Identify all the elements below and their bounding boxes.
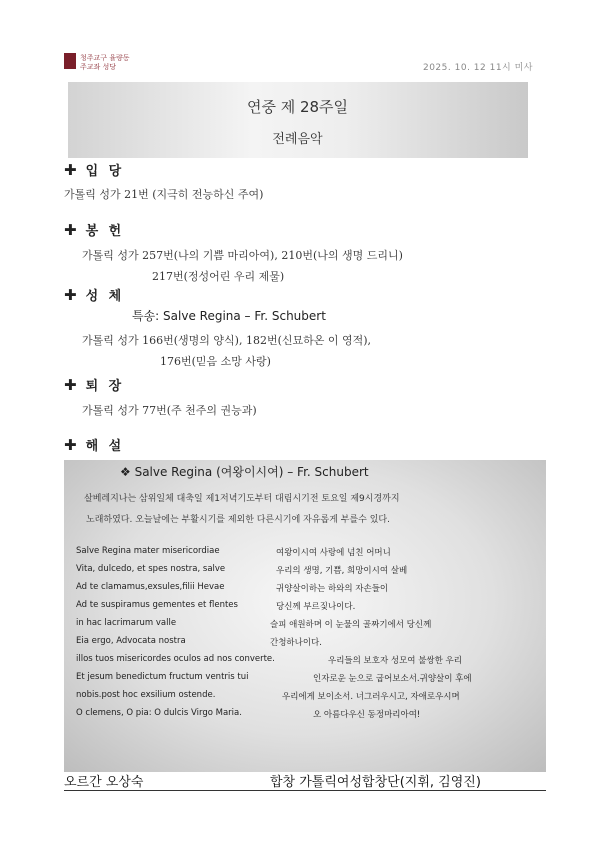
lyric-korean: 오 아름다우신 동정마리아여! <box>313 710 421 720</box>
lyric-latin: illos tuos misericordes oculos ad nos converte. <box>76 654 275 664</box>
lyric-latin: Eia ergo, Advocata nostra <box>76 636 186 646</box>
page-subtitle: 전례음악 <box>272 132 323 147</box>
commentary-intro-line1: 살베레지나는 삼위일체 대축일 제1저녁기도부터 대림시기전 토요일 제9시경까지 <box>84 494 400 504</box>
offertory-hymn-line2: 217번(정성어린 우리 제물) <box>152 270 285 283</box>
lyric-latin: in hac lacrimarum valle <box>76 618 177 628</box>
communion-special-song: 특송: Salve Regina – Fr. Schubert <box>132 309 326 323</box>
section-recessional-heading: ✚ 퇴 장 <box>64 376 125 394</box>
parish-logo-icon <box>64 53 76 69</box>
section-offertory-heading: ✚ 봉 헌 <box>64 221 125 239</box>
lyric-korean: 우리들의 보호자 성모여 불쌍한 우리 <box>328 656 462 666</box>
parish-name-line1: 청주교구 율량동 <box>80 54 130 62</box>
choir-credit: 합창 가톨릭여성합창단(지휘, 김영진) <box>270 775 481 790</box>
footer-divider <box>64 790 546 791</box>
lyric-latin: O clemens, O pia: O dulcis Virgo Maria. <box>76 708 242 718</box>
lyric-korean: 인자로운 눈으로 굽어보소서.귀양살이 후에 <box>313 674 472 684</box>
commentary-title: ❖ Salve Regina (여왕이시여) – Fr. Schubert <box>120 465 369 479</box>
section-commentary-heading: ✚ 해 설 <box>64 436 125 454</box>
cross-icon: ✚ <box>64 376 80 394</box>
lyric-latin: Vita, dulcedo, et spes nostra, salve <box>76 564 226 574</box>
section-communion-heading: ✚ 성 체 <box>64 286 125 304</box>
lyric-latin: nobis.post hoc exsilium ostende. <box>76 690 216 700</box>
parish-name-line2: 주교좌 성당 <box>80 63 117 71</box>
lyric-korean: 우리에게 보이소서. 너그러우시고, 자애로우시며 <box>282 692 460 702</box>
page-title: 연중 제 28주일 <box>246 98 349 116</box>
communion-hymn-line1: 가톨릭 성가 166번(생명의 양식), 182번(신묘하온 이 영적), <box>82 334 372 347</box>
lyric-korean: 여왕이시여 사랑에 넘친 어머니 <box>276 548 391 558</box>
lyric-latin: Et jesum benedictum fructum ventris tui <box>76 672 249 682</box>
cross-icon: ✚ <box>64 436 80 454</box>
organist-credit: 오르간 오상숙 <box>64 775 144 790</box>
mass-date: 2025. 10. 12 11시 미사 <box>422 63 533 73</box>
lyric-korean: 당신께 부르짖나이다. <box>276 602 356 612</box>
lyric-korean: 우리의 생명, 기쁨, 희망이시여 살베 <box>276 566 408 576</box>
commentary-box <box>64 460 546 772</box>
section-entrance-heading: ✚ 입 당 <box>64 161 125 179</box>
lyric-latin: Ad te clamamus,exsules,filii Hevae <box>76 582 225 592</box>
lyric-latin: Salve Regina mater misericordiae <box>76 546 220 556</box>
lyric-korean: 귀양살이하는 하와의 자손들이 <box>276 584 389 594</box>
entrance-hymn: 가톨릭 성가 21번 (지극히 전능하신 주여) <box>64 188 264 201</box>
lyric-korean: 슬피 애원하며 이 눈물의 골짜기에서 당신께 <box>270 620 432 630</box>
cross-icon: ✚ <box>64 161 80 179</box>
lyric-latin: Ad te suspiramus gementes et flentes <box>76 600 238 610</box>
communion-hymn-line2: 176번(믿음 소망 사랑) <box>160 355 271 368</box>
cross-icon: ✚ <box>64 221 80 239</box>
recessional-hymn: 가톨릭 성가 77번(주 천주의 권능과) <box>82 404 257 417</box>
cross-icon: ✚ <box>64 286 80 304</box>
commentary-intro-line2: 노래하였다. 오늘날에는 부활시기를 제외한 다른시기에 자유롭게 부를수 있다. <box>86 515 390 525</box>
lyric-korean: 간청하나이다. <box>270 638 322 648</box>
offertory-hymn-line1: 가톨릭 성가 257번(나의 기쁨 마리아여), 210번(나의 생명 드리니) <box>82 249 403 262</box>
